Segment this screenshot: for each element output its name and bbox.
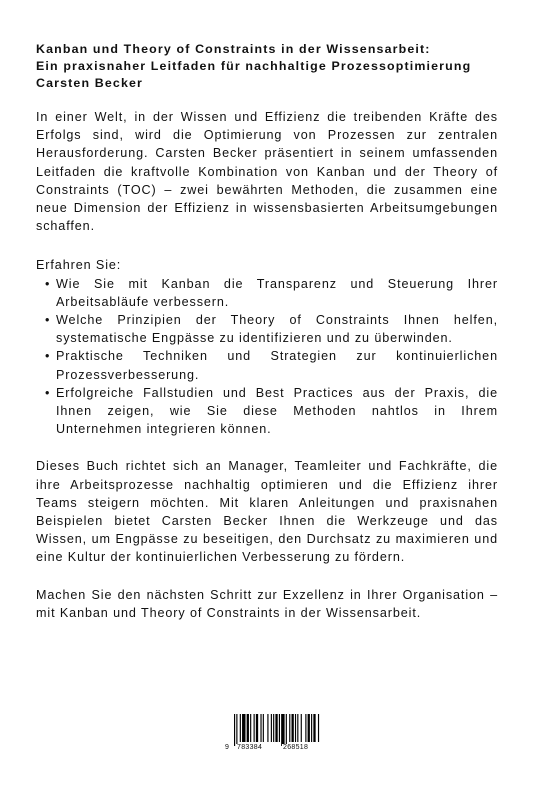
paragraph-closing: Machen Sie den nächsten Schritt zur Exzellenz in Ihrer Organisation – mit Kanban und Theory of Constraints in der Wissensarbeit. [36, 587, 498, 620]
bullet-icon: • [45, 385, 51, 400]
barcode-digit-first: 9 [225, 744, 230, 751]
author-name: Carsten Becker [36, 76, 144, 90]
bullet-icon: • [45, 313, 51, 328]
title-line-2: Ein praxisnaher Leitfaden für nachhaltige Prozessoptimierung [36, 59, 472, 73]
paragraph-intro: In einer Welt, in der Wissen und Effizienz die treibenden Kräfte des Erfolgs sind, wird die Optimierung von Prozessen zur zentralen Herausforderung. Carsten Becker präsentiert in seinem umfassenden Leitfaden die kraftvolle Kombination von Kanban und der Theory of Constraints (TOC) – zwei bewährten Methoden, die zusammen eine neue Dimension der Effizienz in wissensbasierten Arbeitsumgebungen schaffen. [36, 110, 498, 234]
bullet-list [36, 275, 498, 439]
paragraph-audience: Dieses Buch richtet sich an Manager, Teamleiter und Fachkräfte, die ihre Arbeitsprozesse nachhaltig optimieren und die Effizienz ihrer Teams steigern möchten. Mit klaren Anleitungen und praxisnahen Beispielen bietet Carsten Becker Ihnen die Werkzeuge und das Wissen, um Engpässe zu beseitigen, den Durchsatz zu maximieren und eine Kultur der kontinuierlichen Verbesserung zu fördern. [36, 459, 498, 565]
back-cover-text [36, 41, 498, 622]
list-item: • Welche Prinzipien der Theory of Constraints Ihnen helfen, systematische Engpässe zu identifizieren und zu überwinden. [45, 313, 498, 346]
list-item: • Praktische Techniken und Strategien zur kontinuierlichen Prozessverbesserung. [45, 349, 498, 382]
title-line-1: Kanban und Theory of Constraints in der Wissensarbeit: [36, 42, 431, 56]
bullet-icon: • [45, 349, 51, 364]
bullet-icon: • [45, 276, 51, 291]
barcode-digits-right: 268518 [283, 744, 309, 751]
isbn-barcode [224, 714, 324, 754]
list-intro: Erfahren Sie: [36, 258, 122, 273]
barcode-digits-left: 783384 [237, 744, 263, 751]
barcode-bars-icon [224, 714, 324, 746]
list-item: • Wie Sie mit Kanban die Transparenz und Steuerung Ihrer Arbeitsabläufe verbessern. [45, 276, 498, 309]
list-item: • Erfolgreiche Fallstudien und Best Practices aus der Praxis, die Ihnen zeigen, wie Sie diese Methoden nahtlos in Ihrem Unternehmen integrieren können. [45, 385, 498, 437]
